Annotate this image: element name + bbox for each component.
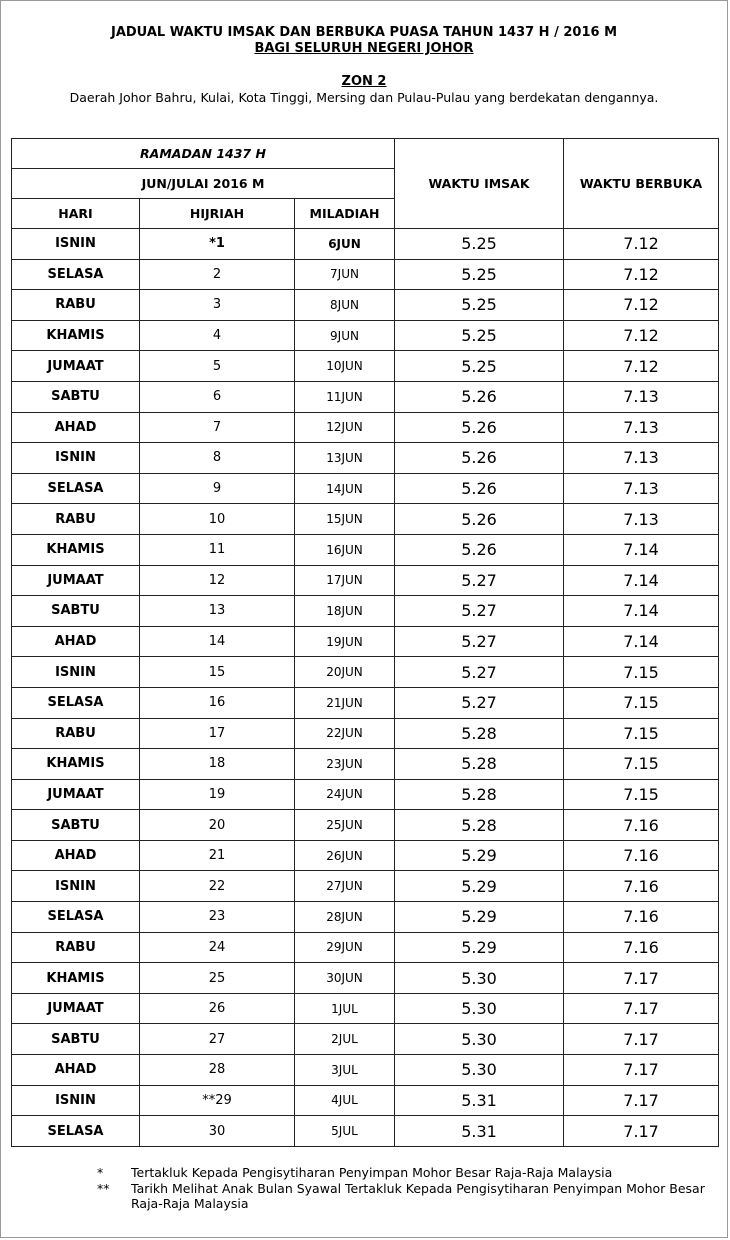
berbuka-cell: 7.15: [564, 779, 719, 810]
imsak-cell: 5.30: [395, 993, 564, 1024]
table-row: [12, 1116, 719, 1147]
miladiah-cell: 10JUN: [295, 351, 395, 382]
hijriah-cell: 17: [140, 718, 295, 749]
hari-cell: JUMAAT: [12, 779, 140, 810]
document-title: JADUAL WAKTU IMSAK DAN BERBUKA PUASA TAHUN 1437 H / 2016 M: [110, 25, 618, 40]
berbuka-cell: 7.17: [564, 993, 719, 1024]
hijriah-cell: 14: [140, 626, 295, 657]
imsak-cell: 5.27: [395, 657, 564, 688]
table-row: [12, 290, 719, 321]
hijriah-column-header: HIJRIAH: [140, 199, 295, 229]
imsak-cell: 5.29: [395, 932, 564, 963]
table-row: [12, 381, 719, 412]
schedule-table: [11, 138, 719, 1147]
miladiah-cell: 27JUN: [295, 871, 395, 902]
hijriah-cell: 26: [140, 993, 295, 1024]
hari-cell: ISNIN: [12, 443, 140, 474]
hari-column-header: HARI: [12, 199, 140, 229]
berbuka-cell: 7.13: [564, 381, 719, 412]
hijriah-cell: 3: [140, 290, 295, 321]
table-row: [12, 412, 719, 443]
miladiah-cell: 17JUN: [295, 565, 395, 596]
berbuka-cell: 7.17: [564, 1024, 719, 1055]
berbuka-cell: 7.16: [564, 871, 719, 902]
berbuka-cell: 7.15: [564, 687, 719, 718]
hari-cell: SELASA: [12, 1116, 140, 1147]
table-row: [12, 626, 719, 657]
hari-cell: JUMAAT: [12, 993, 140, 1024]
imsak-cell: 5.27: [395, 687, 564, 718]
table-row: [12, 1085, 719, 1116]
berbuka-cell: 7.12: [564, 351, 719, 382]
hijriah-cell: 24: [140, 932, 295, 963]
berbuka-cell: 7.17: [564, 1055, 719, 1086]
table-row: [12, 443, 719, 474]
hari-cell: RABU: [12, 718, 140, 749]
berbuka-cell: 7.14: [564, 626, 719, 657]
footnote-text: Tertakluk Kepada Pengisytiharan Penyimpan Mohor Besar Raja-Raja Malaysia: [131, 1165, 613, 1180]
table-row: [12, 320, 719, 351]
berbuka-cell: 7.12: [564, 320, 719, 351]
berbuka-cell: 7.17: [564, 1116, 719, 1147]
berbuka-cell: 7.16: [564, 932, 719, 963]
hari-cell: KHAMIS: [12, 534, 140, 565]
imsak-cell: 5.27: [395, 596, 564, 627]
hijriah-cell: 20: [140, 810, 295, 841]
hari-cell: KHAMIS: [12, 749, 140, 780]
table-row: [12, 749, 719, 780]
hari-cell: AHAD: [12, 1055, 140, 1086]
berbuka-cell: 7.16: [564, 840, 719, 871]
hijriah-cell: 28: [140, 1055, 295, 1086]
month-header: JUN/JULAI 2016 M: [12, 169, 395, 199]
footnote-mark: *: [97, 1165, 104, 1180]
miladiah-cell: 22JUN: [295, 718, 395, 749]
imsak-cell: 5.25: [395, 259, 564, 290]
hijriah-cell: 2: [140, 259, 295, 290]
table-row: [12, 871, 719, 902]
table-row: [12, 932, 719, 963]
berbuka-cell: 7.12: [564, 259, 719, 290]
table-row: [12, 963, 719, 994]
table-row: [12, 259, 719, 290]
imsak-cell: 5.25: [395, 320, 564, 351]
miladiah-cell: 16JUN: [295, 534, 395, 565]
table-row: [12, 902, 719, 933]
berbuka-cell: 7.13: [564, 443, 719, 474]
hari-cell: RABU: [12, 932, 140, 963]
hijriah-cell: 11: [140, 534, 295, 565]
berbuka-cell: 7.13: [564, 504, 719, 535]
imsak-cell: 5.25: [395, 351, 564, 382]
berbuka-cell: 7.13: [564, 473, 719, 504]
hari-cell: RABU: [12, 504, 140, 535]
table-row: [12, 718, 719, 749]
hijriah-cell: 10: [140, 504, 295, 535]
imsak-cell: 5.28: [395, 810, 564, 841]
miladiah-cell: 12JUN: [295, 412, 395, 443]
table-row: [12, 565, 719, 596]
miladiah-cell: 26JUN: [295, 840, 395, 871]
imsak-cell: 5.29: [395, 871, 564, 902]
hari-cell: SABTU: [12, 381, 140, 412]
imsak-cell: 5.31: [395, 1085, 564, 1116]
table-row: [12, 351, 719, 382]
hijriah-cell: 25: [140, 963, 295, 994]
hijriah-cell: 9: [140, 473, 295, 504]
table-row: [12, 534, 719, 565]
table-row: [12, 657, 719, 688]
hari-cell: SABTU: [12, 810, 140, 841]
miladiah-cell: 13JUN: [295, 443, 395, 474]
hari-cell: ISNIN: [12, 871, 140, 902]
imsak-cell: 5.29: [395, 840, 564, 871]
table-row: [12, 687, 719, 718]
berbuka-cell: 7.17: [564, 963, 719, 994]
imsak-cell: 5.31: [395, 1116, 564, 1147]
ramadan-header: RAMADAN 1437 H: [12, 139, 395, 169]
hari-cell: SELASA: [12, 902, 140, 933]
table-row: [12, 1055, 719, 1086]
imsak-cell: 5.26: [395, 412, 564, 443]
miladiah-cell: 29JUN: [295, 932, 395, 963]
berbuka-cell: 7.15: [564, 749, 719, 780]
districts-text: Daerah Johor Bahru, Kulai, Kota Tinggi, Mersing dan Pulau-Pulau yang berdekatan dengannya.: [69, 90, 659, 105]
miladiah-cell: 6JUN: [295, 229, 395, 260]
imsak-cell: 5.28: [395, 749, 564, 780]
imsak-cell: 5.26: [395, 534, 564, 565]
hijriah-cell: 27: [140, 1024, 295, 1055]
berbuka-cell: 7.16: [564, 810, 719, 841]
table-row: [12, 1024, 719, 1055]
table-row: [12, 596, 719, 627]
footnotes: [1, 1165, 727, 1211]
miladiah-cell: 2JUL: [295, 1024, 395, 1055]
imsak-cell: 5.26: [395, 473, 564, 504]
miladiah-column-header: MILADIAH: [295, 199, 395, 229]
miladiah-cell: 25JUN: [295, 810, 395, 841]
miladiah-cell: 19JUN: [295, 626, 395, 657]
hari-cell: AHAD: [12, 412, 140, 443]
hari-cell: SELASA: [12, 687, 140, 718]
hijriah-cell: 13: [140, 596, 295, 627]
document-subtitle: BAGI SELURUH NEGERI JOHOR: [254, 41, 474, 56]
miladiah-cell: 4JUL: [295, 1085, 395, 1116]
hari-cell: JUMAAT: [12, 565, 140, 596]
footnote-1: [1, 1165, 727, 1181]
berbuka-cell: 7.15: [564, 657, 719, 688]
hijriah-cell: 15: [140, 657, 295, 688]
table-row: [12, 229, 719, 260]
hari-cell: KHAMIS: [12, 320, 140, 351]
footnote-mark: **: [97, 1181, 110, 1196]
hijriah-cell: 22: [140, 871, 295, 902]
imsak-cell: 5.26: [395, 443, 564, 474]
miladiah-cell: 1JUL: [295, 993, 395, 1024]
imsak-cell: 5.26: [395, 381, 564, 412]
miladiah-cell: 30JUN: [295, 963, 395, 994]
hari-cell: JUMAAT: [12, 351, 140, 382]
hijriah-cell: 19: [140, 779, 295, 810]
imsak-cell: 5.28: [395, 718, 564, 749]
imsak-cell: 5.27: [395, 565, 564, 596]
hijriah-cell: 16: [140, 687, 295, 718]
hijriah-cell: 7: [140, 412, 295, 443]
table-row: [12, 810, 719, 841]
table-row: [12, 840, 719, 871]
miladiah-cell: 8JUN: [295, 290, 395, 321]
imsak-cell: 5.28: [395, 779, 564, 810]
hari-cell: SELASA: [12, 259, 140, 290]
hijriah-cell: **29: [140, 1085, 295, 1116]
table-row: [12, 473, 719, 504]
hijriah-cell: 21: [140, 840, 295, 871]
berbuka-cell: 7.12: [564, 229, 719, 260]
berbuka-cell: 7.16: [564, 902, 719, 933]
hijriah-cell: 4: [140, 320, 295, 351]
berbuka-cell: 7.12: [564, 290, 719, 321]
hari-cell: KHAMIS: [12, 963, 140, 994]
hari-cell: RABU: [12, 290, 140, 321]
hari-cell: SABTU: [12, 1024, 140, 1055]
berbuka-cell: 7.14: [564, 565, 719, 596]
berbuka-cell: 7.15: [564, 718, 719, 749]
hijriah-cell: 8: [140, 443, 295, 474]
table-row: [12, 504, 719, 535]
hijriah-cell: 5: [140, 351, 295, 382]
imsak-cell: 5.25: [395, 229, 564, 260]
hari-cell: SABTU: [12, 596, 140, 627]
hijriah-cell: 6: [140, 381, 295, 412]
hari-cell: SELASA: [12, 473, 140, 504]
hari-cell: AHAD: [12, 840, 140, 871]
hari-cell: ISNIN: [12, 657, 140, 688]
miladiah-cell: 3JUL: [295, 1055, 395, 1086]
miladiah-cell: 18JUN: [295, 596, 395, 627]
footnote-text: Tarikh Melihat Anak Bulan Syawal Tertakluk Kepada Pengisytiharan Penyimpan Mohor Besar Raja-Raja Malaysia: [131, 1181, 705, 1211]
miladiah-cell: 20JUN: [295, 657, 395, 688]
miladiah-cell: 14JUN: [295, 473, 395, 504]
miladiah-cell: 24JUN: [295, 779, 395, 810]
table-row: [12, 993, 719, 1024]
imsak-cell: 5.27: [395, 626, 564, 657]
miladiah-cell: 5JUL: [295, 1116, 395, 1147]
berbuka-column-header: WAKTU BERBUKA: [564, 139, 719, 229]
hijriah-cell: 12: [140, 565, 295, 596]
imsak-cell: 5.30: [395, 963, 564, 994]
berbuka-cell: 7.17: [564, 1085, 719, 1116]
imsak-cell: 5.30: [395, 1055, 564, 1086]
hijriah-cell: *1: [140, 229, 295, 260]
miladiah-cell: 9JUN: [295, 320, 395, 351]
hijriah-cell: 23: [140, 902, 295, 933]
zone-label: ZON 2: [341, 74, 387, 89]
miladiah-cell: 7JUN: [295, 259, 395, 290]
table-row: [12, 779, 719, 810]
berbuka-cell: 7.13: [564, 412, 719, 443]
miladiah-cell: 28JUN: [295, 902, 395, 933]
imsak-cell: 5.30: [395, 1024, 564, 1055]
imsak-column-header: WAKTU IMSAK: [395, 139, 564, 229]
imsak-cell: 5.26: [395, 504, 564, 535]
miladiah-cell: 21JUN: [295, 687, 395, 718]
hari-cell: ISNIN: [12, 1085, 140, 1116]
imsak-cell: 5.29: [395, 902, 564, 933]
berbuka-cell: 7.14: [564, 534, 719, 565]
hari-cell: ISNIN: [12, 229, 140, 260]
imsak-cell: 5.25: [395, 290, 564, 321]
hari-cell: AHAD: [12, 626, 140, 657]
hijriah-cell: 30: [140, 1116, 295, 1147]
hijriah-cell: 18: [140, 749, 295, 780]
miladiah-cell: 11JUN: [295, 381, 395, 412]
miladiah-cell: 15JUN: [295, 504, 395, 535]
berbuka-cell: 7.14: [564, 596, 719, 627]
miladiah-cell: 23JUN: [295, 749, 395, 780]
